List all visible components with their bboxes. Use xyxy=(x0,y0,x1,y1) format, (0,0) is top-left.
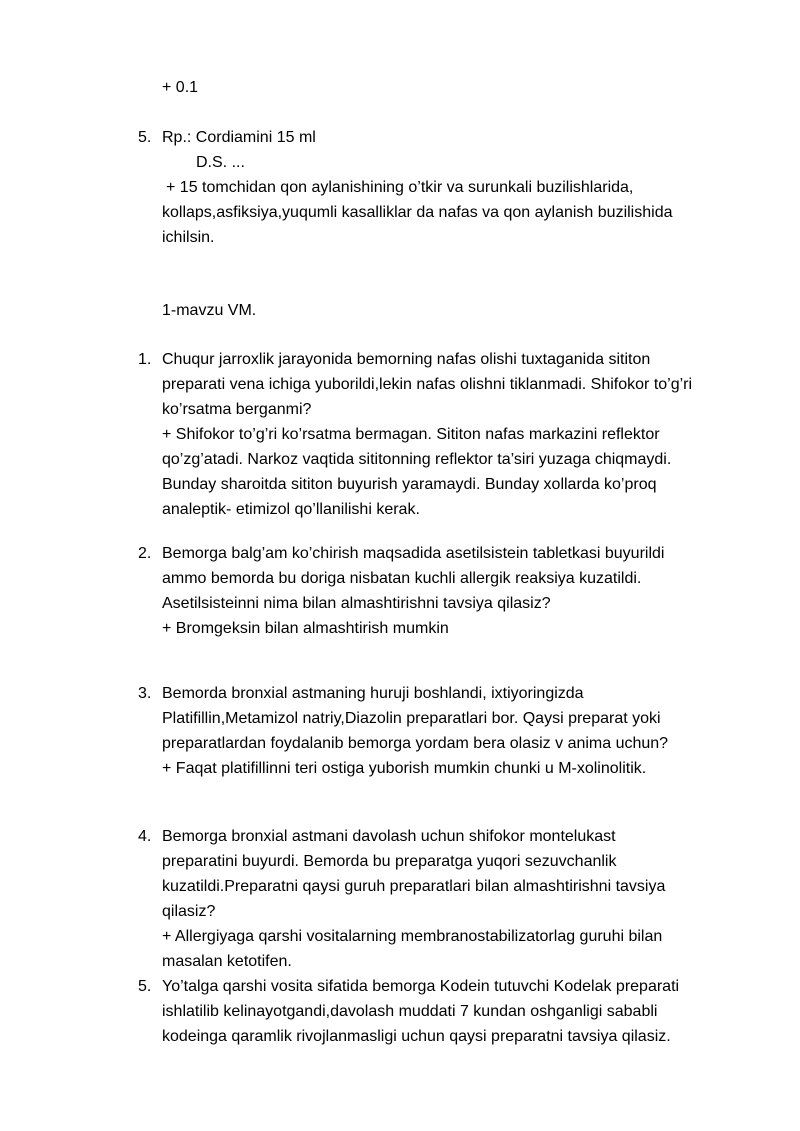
section-title: 1-mavzu VM. xyxy=(162,302,257,319)
question-line: Platifillin,Metamizol natriy,Diazolin preparatlari bor. Qaysi preparat yoki xyxy=(162,710,661,727)
question-line: preparati vena ichiga yuborildi,lekin nafas olishni tiklanmadi. Shifokor to’g’ri xyxy=(162,376,693,393)
answer-line: analeptik- etimizol qo’llanilishi kerak. xyxy=(162,501,420,518)
previous-answer: + 0.1 xyxy=(162,79,199,96)
question-line: Bemorda bronxial astmaning huruji boshlandi, ixtiyoringizda xyxy=(162,685,584,702)
rp-answer-line: kollaps,asfiksiya,yuqumli kasalliklar da nafas va qon aylanish buzilishida xyxy=(162,204,673,221)
question-line: Bemorga bronxial astmani davolash uchun shifokor montelukast xyxy=(162,828,616,845)
answer-line: + Shifokor to’g’ri ko’rsatma bermagan. Sititon nafas markazini reflektor xyxy=(162,426,660,443)
question-line: Asetilsisteinni nima bilan almashtirishni tavsiya qilasiz? xyxy=(162,595,551,612)
question-line: ko’rsatma berganmi? xyxy=(162,401,312,418)
question-number: 3. xyxy=(138,685,152,702)
question-line: Yo’talga qarshi vosita sifatida bemorga Kodein tutuvchi Kodelak preparati xyxy=(162,978,680,995)
answer-line: qo’zg’atadi. Narkoz vaqtida sititonning reflektor ta’siri yuzaga chiqmaydi. xyxy=(162,451,672,468)
rp-item-number: 5. xyxy=(138,129,152,146)
rp-answer-line: ichilsin. xyxy=(162,229,215,246)
question-line: qilasiz? xyxy=(162,903,216,920)
question-line: preparatini buyurdi. Bemorda bu preparatga yuqori sezuvchanlik xyxy=(162,853,617,870)
question-line: kodeinga qaramlik rivojlanmasligi uchun qaysi preparatni tavsiya qilasiz. xyxy=(162,1028,671,1045)
question-number: 1. xyxy=(138,351,152,368)
answer-line: + Allergiyaga qarshi vositalarning membranostabilizatorlag guruhi bilan xyxy=(162,928,663,945)
rp-line: D.S. ... xyxy=(196,154,245,171)
answer-line: + Bromgeksin bilan almashtirish mumkin xyxy=(162,620,449,637)
question-line: preparatlardan foydalanib bemorga yordam bera olasiz v animа uchun? xyxy=(162,735,669,752)
question-number: 4. xyxy=(138,828,152,845)
question-number: 5. xyxy=(138,978,152,995)
question-line: ammo bemorda bu doriga nisbatan kuchli allergik reaksiya kuzatildi. xyxy=(162,570,642,587)
question-number: 2. xyxy=(138,545,152,562)
answer-line: + Faqat platifillinni teri ostiga yuborish mumkin chunki u M-xolinolitik. xyxy=(162,760,647,777)
question-line: Chuqur jarroxlik jarayonida bemorning nafas olishi tuxtaganida sititon xyxy=(162,351,651,368)
rp-line: Rp.: Cordiamini 15 ml xyxy=(162,129,316,146)
answer-line: Bunday sharoitda sititon buyurish yaramaydi. Bunday xollarda ko’proq xyxy=(162,476,657,493)
question-line: ishlatilib kelinayotgandi,davolash muddati 7 kundan oshganligi sababli xyxy=(162,1003,658,1020)
question-line: Bemorga balg’am ko’chirish maqsadida asetilsistein tabletkasi buyurildi xyxy=(162,545,665,562)
answer-line: masalan ketotifen. xyxy=(162,953,292,970)
rp-answer-line: + 15 tomchidan qon aylanishining o’tkir va surunkali buzilishlarida, xyxy=(166,179,634,196)
question-line: kuzatildi.Preparatni qaysi guruh preparatlari bilan almashtirishni tavsiya xyxy=(162,878,666,895)
